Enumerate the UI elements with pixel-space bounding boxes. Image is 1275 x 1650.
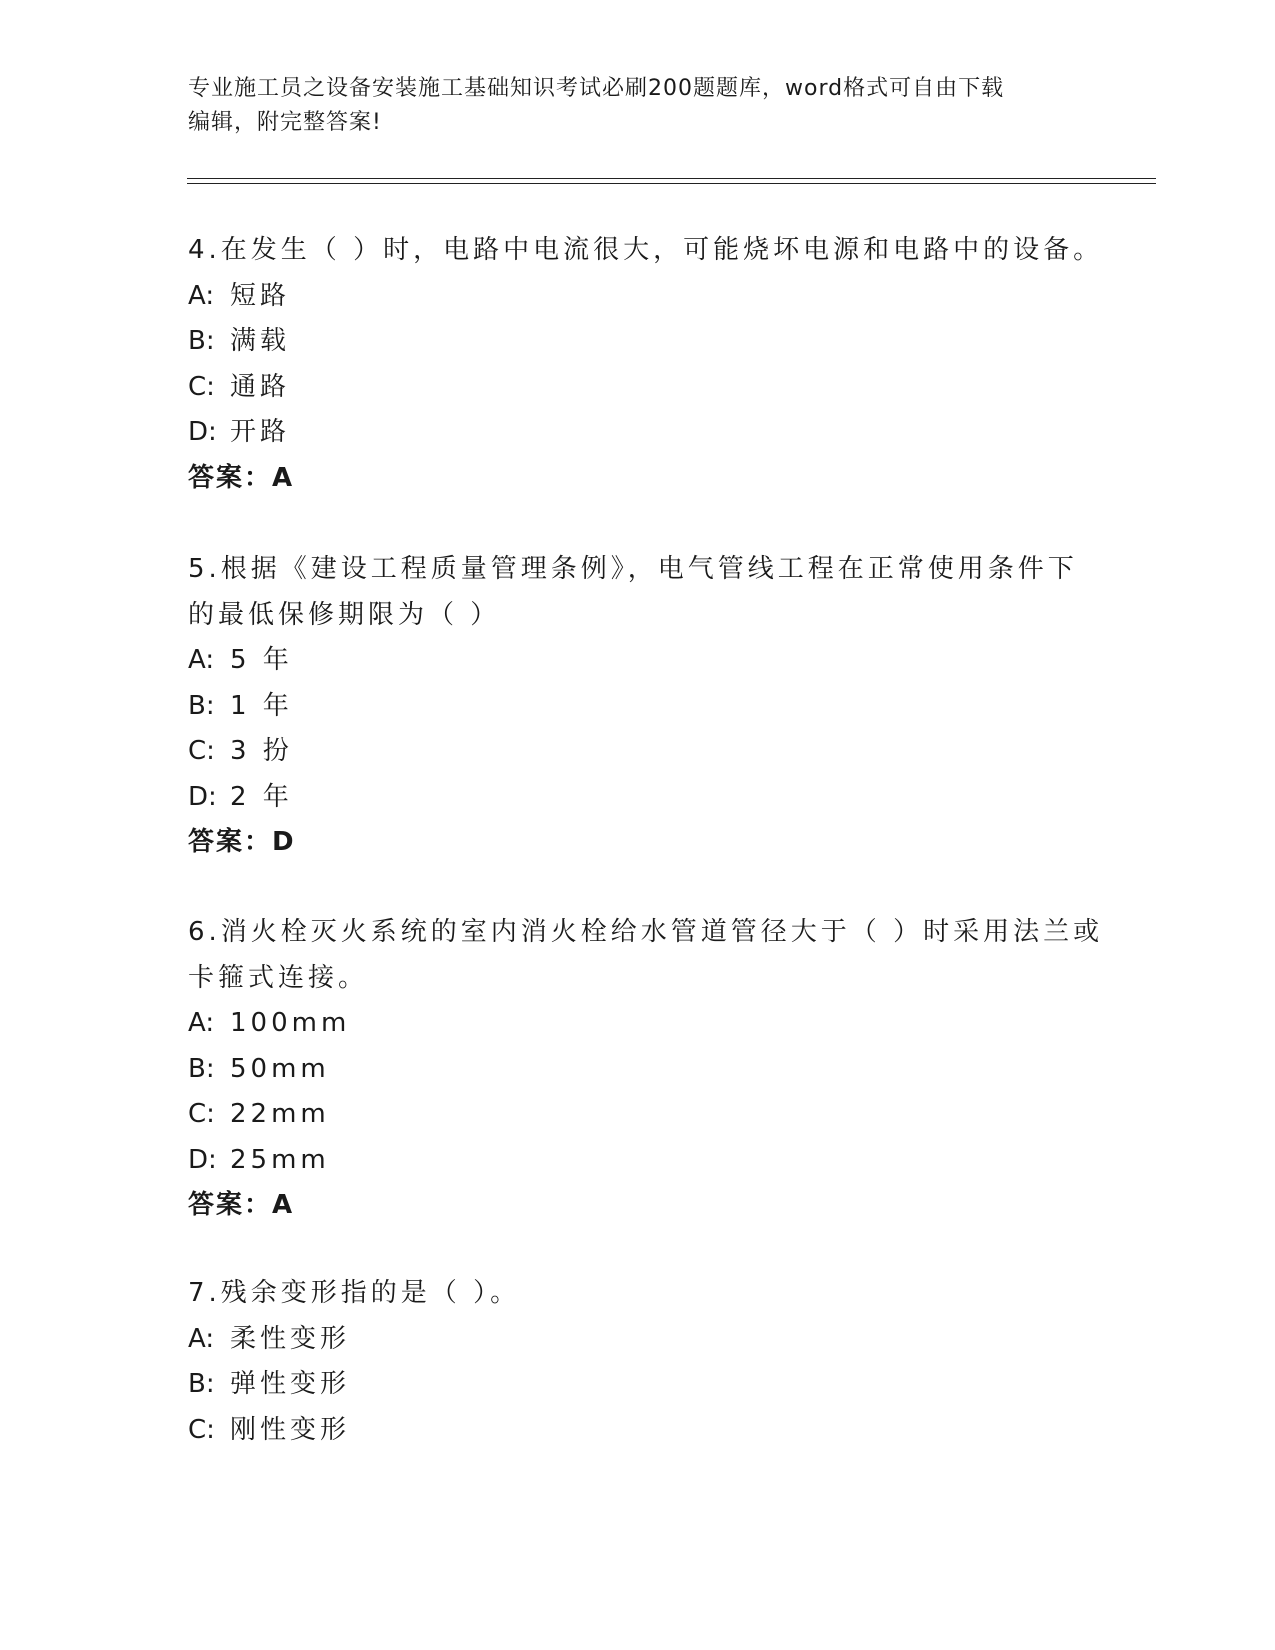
- option-key: D:: [188, 417, 217, 447]
- option-text: 25mm: [230, 1144, 330, 1175]
- option-text: 柔性变形: [230, 1323, 351, 1354]
- option-key: B:: [188, 326, 215, 356]
- option-text: 2 年: [230, 781, 293, 812]
- option-text: 22mm: [230, 1099, 330, 1129]
- option-key: C:: [188, 371, 215, 402]
- option-a: [188, 1317, 1088, 1363]
- option-key: C:: [188, 736, 215, 766]
- option-text: 5 年: [230, 645, 293, 675]
- option-text: 满载: [230, 326, 291, 356]
- option-d: [188, 775, 1088, 821]
- option-text: 刚性变形: [230, 1414, 351, 1445]
- option-key: A:: [188, 1323, 215, 1354]
- option-a: [188, 638, 1088, 684]
- answer-line: 答案：A: [188, 462, 295, 493]
- option-text: 弹性变形: [230, 1369, 351, 1399]
- option-key: D:: [188, 1144, 217, 1175]
- option-text: 短路: [230, 280, 291, 311]
- option-key: D:: [188, 781, 217, 812]
- option-text: 3 扮: [230, 736, 293, 766]
- header-title-line-2: 编辑，附完整答案!: [188, 110, 382, 135]
- option-d: [188, 410, 1088, 456]
- option-c: [188, 1408, 1088, 1454]
- question-stem: 6.消火栓灭火系统的室内消火栓给水管道管径大于（ ）时采用法兰或: [188, 917, 1104, 947]
- question-4: [188, 228, 1104, 501]
- header-title-line-1: 专业施工员之设备安装施工基础知识考试必刷200题题库，word格式可自由下载: [188, 76, 1005, 101]
- option-key: A:: [188, 1008, 215, 1038]
- answer-line: 答案：A: [188, 1190, 295, 1220]
- question-stem-continued: 的最低保修期限为（ ）: [188, 599, 501, 630]
- option-text: 通路: [230, 371, 291, 402]
- option-a: [188, 1001, 1088, 1047]
- document-header: [188, 72, 1068, 140]
- option-c: [188, 1092, 1088, 1138]
- question-7: [188, 1271, 1088, 1453]
- option-key: B:: [188, 1369, 215, 1399]
- option-c: [188, 365, 1088, 411]
- option-key: B:: [188, 690, 215, 721]
- option-key: C:: [188, 1099, 215, 1129]
- option-key: A:: [188, 280, 215, 311]
- option-a: [188, 274, 1088, 320]
- option-b: [188, 1362, 1088, 1408]
- option-b: [188, 684, 1088, 730]
- question-stem: 7.残余变形指的是（ ）。: [188, 1278, 521, 1308]
- question-stem: 5.根据《建设工程质量管理条例》，电气管线工程在正常使用条件下: [188, 554, 1078, 584]
- option-b: [188, 319, 1088, 365]
- option-text: 100mm: [230, 1008, 351, 1038]
- option-c: [188, 729, 1088, 775]
- question-stem-continued: 卡箍式连接。: [188, 962, 369, 993]
- option-text: 1 年: [230, 690, 293, 721]
- question-stem: 4.在发生（ ）时，电路中电流很大，可能烧坏电源和电路中的设备。: [188, 235, 1104, 265]
- answer-line: 答案：D: [188, 827, 296, 857]
- option-text: 50mm: [230, 1053, 330, 1084]
- option-text: 开路: [230, 417, 291, 447]
- option-b: [188, 1047, 1088, 1093]
- option-key: B:: [188, 1053, 215, 1084]
- option-d: [188, 1138, 1088, 1184]
- header-divider: [187, 178, 1156, 184]
- option-key: C:: [188, 1414, 215, 1445]
- option-key: A:: [188, 645, 215, 675]
- question-5: [188, 547, 1088, 866]
- question-6: [188, 910, 1104, 1229]
